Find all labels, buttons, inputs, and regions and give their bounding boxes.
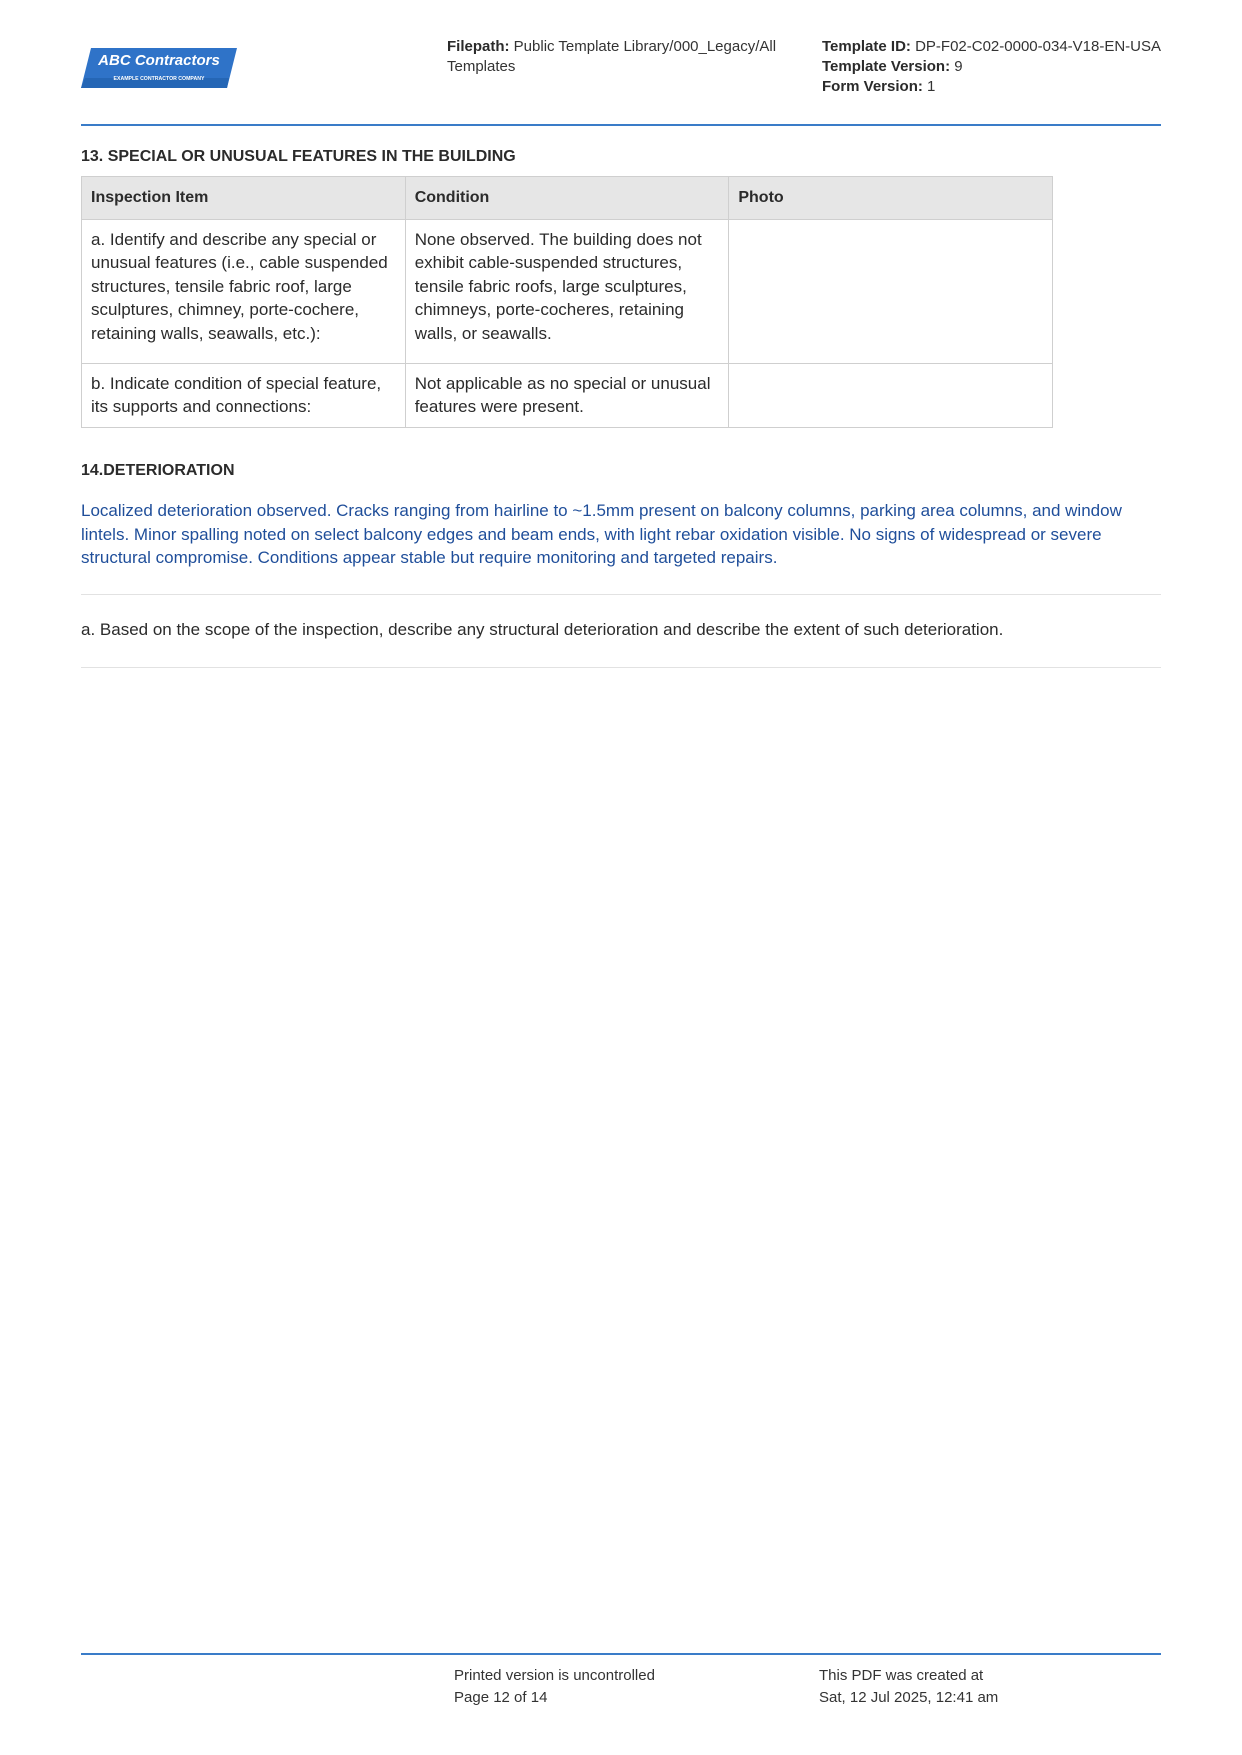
deterioration-finding: Localized deterioration observed. Cracks ranging from hairline to ~1.5mm present on balcony columns, parking area columns, and window lintels. Minor spalling noted on select balcony edges and beam ends, with light rebar oxidation visible. No signs of widespread or severe structural compromise. Conditions appear stable but require monitoring and targeted repairs. — [81, 501, 1122, 567]
page-footer — [81, 1653, 1161, 1706]
inspection-item-cell: a. Identify and describe any special or unusual features (i.e., cable suspended structures, tensile fabric roof, large sculptures, chimney, porte-cochere, retaining walls, seawalls, etc.): — [82, 219, 406, 363]
template-version-line — [822, 57, 1162, 77]
table-row — [82, 219, 1053, 363]
footer-control-block — [454, 1665, 655, 1709]
inspection-item-cell: b. Indicate condition of special feature, its supports and connections: — [82, 363, 406, 427]
photo-cell — [729, 363, 1053, 427]
created-timestamp: Sat, 12 Jul 2025, 12:41 am — [819, 1689, 999, 1706]
column-header-inspection-item: Inspection Item — [82, 177, 406, 220]
column-header-photo: Photo — [729, 177, 1053, 220]
logo-tagline: EXAMPLE CONTRACTOR COMPANY — [113, 76, 205, 82]
template-id-line — [822, 37, 1162, 57]
divider — [81, 594, 1161, 595]
uncontrolled-notice: Printed version is uncontrolled — [454, 1667, 655, 1684]
page-number: Page 12 of 14 — [454, 1689, 548, 1706]
form-version-label: Form Version: — [822, 78, 923, 95]
template-version-label: Template Version: — [822, 58, 951, 75]
inspection-table — [81, 176, 1053, 428]
section-13-title: 13. SPECIAL OR UNUSUAL FEATURES IN THE BUILDING — [81, 148, 516, 165]
condition-cell: Not applicable as no special or unusual features were present. — [405, 363, 729, 427]
template-id-value: DP-F02-C02-0000-034-V18-EN-USA — [915, 38, 1162, 55]
divider — [81, 667, 1161, 668]
filepath-label: Filepath: — [447, 38, 510, 55]
table-row — [82, 363, 1053, 427]
created-label: This PDF was created at — [819, 1667, 984, 1684]
template-info-block — [822, 37, 1162, 97]
company-logo — [81, 44, 239, 92]
form-version-line — [822, 77, 1162, 97]
column-header-condition: Condition — [405, 177, 729, 220]
filepath-block — [447, 37, 777, 77]
template-id-label: Template ID: — [822, 38, 911, 55]
table-header-row — [82, 177, 1053, 220]
footer-created-block — [819, 1665, 998, 1709]
deterioration-question: a. Based on the scope of the inspection, describe any structural deterioration and describe the extent of such deterioration. — [81, 620, 1004, 639]
form-version-value: 1 — [927, 78, 936, 95]
filepath-value: Public Template Library/000_Legacy/All Templates — [447, 38, 777, 75]
template-version-value: 9 — [954, 58, 963, 75]
photo-cell — [729, 219, 1053, 363]
logo-name: ABC Contractors — [98, 52, 220, 69]
condition-cell: None observed. The building does not exhibit cable-suspended structures, tensile fabric roofs, large sculptures, chimneys, porte-cocheres, retaining walls, or seawalls. — [405, 219, 729, 363]
page-header — [81, 0, 1161, 126]
section-14-title: 14.DETERIORATION — [81, 462, 235, 479]
